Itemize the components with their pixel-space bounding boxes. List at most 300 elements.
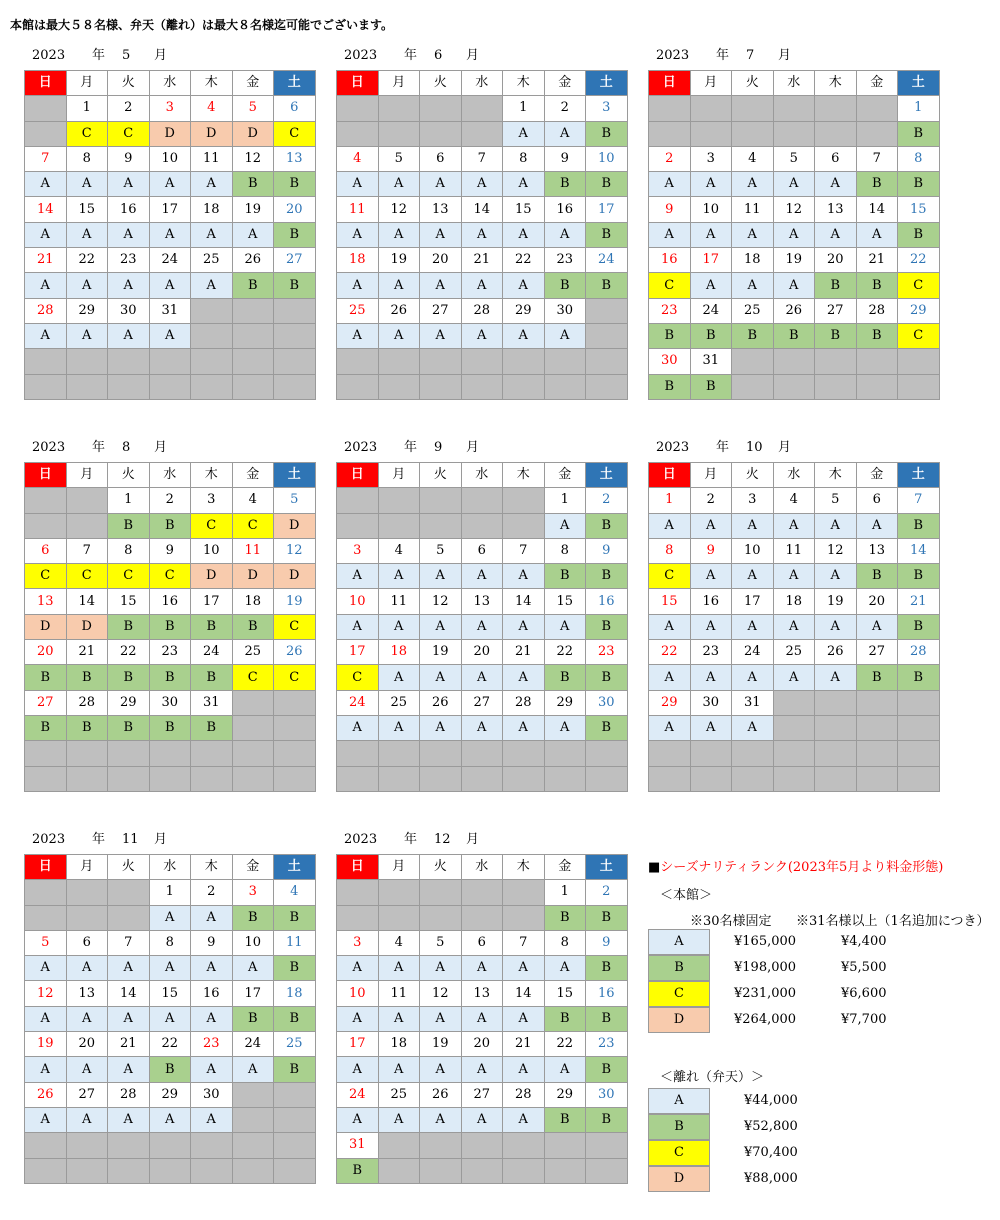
rank-cell: B	[586, 513, 628, 538]
rank-cell	[25, 374, 67, 399]
day-number-cell: 9	[544, 146, 586, 171]
rank-cell: A	[461, 323, 503, 348]
day-number-cell: 27	[461, 1082, 503, 1107]
rank-price: ¥198,000	[734, 960, 797, 975]
rank-price: ¥264,000	[734, 1012, 797, 1027]
day-number-cell: 2	[149, 488, 191, 513]
rank-cell: B	[586, 1057, 628, 1082]
day-number-cell: 25	[773, 640, 815, 665]
day-number-cell	[420, 349, 462, 374]
rank-cell: A	[378, 1006, 420, 1031]
weekday-header: 火	[108, 463, 150, 488]
rank-cell: B	[732, 323, 774, 348]
day-number-cell: 4	[337, 146, 379, 171]
rank-cell: A	[191, 956, 233, 981]
rank-cell: C	[649, 273, 691, 298]
weekday-header: 火	[420, 71, 462, 96]
weekday-header: 水	[461, 71, 503, 96]
day-number-cell	[815, 349, 857, 374]
day-number-cell	[420, 488, 462, 513]
month-title-year-label: 年	[716, 48, 730, 63]
rank-cell: B	[815, 323, 857, 348]
day-number-cell: 14	[898, 538, 940, 563]
weekday-header: 日	[337, 71, 379, 96]
day-number-cell: 25	[732, 298, 774, 323]
rank-cell: B	[66, 715, 108, 740]
month-title-month-label: 月	[466, 48, 480, 63]
month-title-month-label: 月	[466, 832, 480, 847]
weekday-header: 日	[649, 463, 691, 488]
rank-cell: A	[420, 1107, 462, 1132]
rank-cell: A	[649, 715, 691, 740]
rank-cell: A	[815, 564, 857, 589]
month-title-year-label: 年	[716, 440, 730, 455]
month-calendar-table	[24, 854, 316, 1184]
day-number-cell: 4	[378, 930, 420, 955]
weekday-header: 月	[378, 71, 420, 96]
rank-cell	[461, 374, 503, 399]
rank-cell	[690, 121, 732, 146]
rank-cell	[337, 374, 379, 399]
day-number-cell: 13	[274, 146, 316, 171]
day-number-cell: 8	[898, 146, 940, 171]
day-number-cell: 15	[544, 589, 586, 614]
rank-cell: A	[66, 956, 108, 981]
day-number-cell: 1	[149, 880, 191, 905]
rank-cell	[25, 1158, 67, 1183]
rank-cell: A	[856, 222, 898, 247]
rank-cell: A	[337, 614, 379, 639]
day-number-cell: 21	[25, 248, 67, 273]
day-number-cell: 13	[461, 981, 503, 1006]
rank-extra-price: ¥5,500	[841, 960, 887, 975]
day-number-cell: 14	[503, 981, 545, 1006]
rank-cell: A	[378, 665, 420, 690]
day-number-cell	[232, 1133, 274, 1158]
day-number-cell	[503, 880, 545, 905]
day-number-cell: 2	[544, 96, 586, 121]
rank-cell: A	[503, 614, 545, 639]
rank-cell	[108, 766, 150, 791]
rank-cell	[25, 905, 67, 930]
rank-cell	[773, 374, 815, 399]
rank-cell	[461, 513, 503, 538]
rank-cell: A	[815, 222, 857, 247]
month-title	[336, 438, 626, 458]
rank-cell: B	[25, 665, 67, 690]
day-number-cell: 19	[25, 1032, 67, 1057]
rank-cell: A	[378, 956, 420, 981]
rank-cell: A	[337, 323, 379, 348]
day-number-cell	[856, 349, 898, 374]
day-number-cell: 4	[773, 488, 815, 513]
rank-cell: C	[337, 665, 379, 690]
rank-cell: A	[690, 172, 732, 197]
hanare-label: ＜離れ（弁天）＞	[660, 1070, 765, 1085]
day-number-cell: 4	[191, 96, 233, 121]
rank-cell: A	[544, 715, 586, 740]
rank-cell: A	[773, 172, 815, 197]
rank-cell: D	[149, 121, 191, 146]
rank-cell	[649, 766, 691, 791]
month-calendar-table	[24, 462, 316, 792]
rank-cell: A	[503, 1057, 545, 1082]
day-number-cell: 26	[773, 298, 815, 323]
day-number-cell: 9	[690, 538, 732, 563]
weekday-header: 木	[191, 855, 233, 880]
weekday-header: 日	[649, 71, 691, 96]
day-number-cell: 7	[66, 538, 108, 563]
rank-cell: B	[898, 665, 940, 690]
rank-cell: B	[586, 273, 628, 298]
weekday-header: 火	[732, 463, 774, 488]
day-number-cell	[503, 1133, 545, 1158]
rank-cell: A	[503, 564, 545, 589]
day-number-cell: 12	[815, 538, 857, 563]
day-number-cell	[690, 741, 732, 766]
day-number-cell: 25	[274, 1032, 316, 1057]
rank-cell: A	[420, 614, 462, 639]
month-title-month-number: 5	[122, 48, 131, 63]
day-number-cell	[108, 741, 150, 766]
day-number-cell	[337, 96, 379, 121]
rank-cell: C	[66, 564, 108, 589]
weekday-header: 土	[274, 71, 316, 96]
rank-cell	[66, 905, 108, 930]
day-number-cell: 23	[690, 640, 732, 665]
rank-cell	[149, 1158, 191, 1183]
rank-cell	[66, 374, 108, 399]
day-number-cell: 3	[586, 96, 628, 121]
day-number-cell: 4	[378, 538, 420, 563]
rank-cell: B	[856, 564, 898, 589]
month-calendar-table	[336, 462, 628, 792]
rank-cell: A	[732, 273, 774, 298]
rank-cell	[856, 766, 898, 791]
rank-cell: A	[461, 172, 503, 197]
day-number-cell: 21	[898, 589, 940, 614]
day-number-cell: 19	[815, 589, 857, 614]
month-title-month-label: 月	[154, 832, 168, 847]
rank-cell	[378, 121, 420, 146]
day-number-cell: 23	[586, 640, 628, 665]
day-number-cell: 15	[66, 197, 108, 222]
day-number-cell: 30	[586, 1082, 628, 1107]
rank-cell	[732, 374, 774, 399]
rank-cell: B	[108, 715, 150, 740]
day-number-cell: 15	[898, 197, 940, 222]
rank-cell: A	[25, 1057, 67, 1082]
rank-cell: D	[25, 614, 67, 639]
rank-cell	[108, 1158, 150, 1183]
rank-cell: A	[337, 715, 379, 740]
rank-cell: A	[461, 1107, 503, 1132]
weekday-header: 日	[337, 463, 379, 488]
day-number-cell: 20	[420, 248, 462, 273]
rank-cell	[108, 374, 150, 399]
day-number-cell: 7	[503, 538, 545, 563]
day-number-cell: 25	[191, 248, 233, 273]
rank-cell	[586, 766, 628, 791]
month-title-year: 2023	[32, 48, 66, 63]
day-number-cell: 24	[191, 640, 233, 665]
day-number-cell: 5	[232, 96, 274, 121]
day-number-cell: 13	[815, 197, 857, 222]
day-number-cell: 10	[232, 930, 274, 955]
day-number-cell: 22	[544, 640, 586, 665]
day-number-cell: 11	[378, 981, 420, 1006]
rank-cell: A	[732, 665, 774, 690]
fixed-30-header: ※30名様固定	[690, 914, 772, 929]
rank-cell: B	[898, 564, 940, 589]
rank-cell: A	[25, 172, 67, 197]
day-number-cell	[149, 741, 191, 766]
day-number-cell: 5	[378, 146, 420, 171]
rank-cell	[337, 513, 379, 538]
rank-cell: B	[544, 1107, 586, 1132]
weekday-header: 水	[149, 71, 191, 96]
day-number-cell: 21	[503, 640, 545, 665]
month-calendar-table	[648, 462, 940, 792]
rank-price: ¥88,000	[744, 1171, 798, 1186]
day-number-cell: 17	[586, 197, 628, 222]
day-number-cell: 18	[378, 640, 420, 665]
rank-cell	[274, 715, 316, 740]
day-number-cell	[773, 741, 815, 766]
rank-cell: B	[898, 513, 940, 538]
day-number-cell: 30	[586, 690, 628, 715]
rank-cell: A	[420, 665, 462, 690]
rank-cell: A	[420, 222, 462, 247]
rank-cell	[274, 1107, 316, 1132]
hanare-rank-c	[648, 1140, 988, 1166]
rank-cell	[378, 374, 420, 399]
rank-cell: A	[503, 956, 545, 981]
rank-cell: A	[649, 513, 691, 538]
rank-price: ¥70,400	[744, 1145, 798, 1160]
rank-cell: B	[149, 715, 191, 740]
rank-cell	[378, 766, 420, 791]
month-title-month-label: 月	[154, 48, 168, 63]
rank-cell: A	[503, 715, 545, 740]
rank-cell: B	[274, 172, 316, 197]
rank-cell: A	[649, 222, 691, 247]
rank-cell	[503, 1158, 545, 1183]
day-number-cell: 16	[149, 589, 191, 614]
rank-cell: A	[461, 1057, 503, 1082]
rank-cell: A	[191, 905, 233, 930]
day-number-cell: 17	[337, 640, 379, 665]
rank-cell	[274, 1158, 316, 1183]
rank-cell	[378, 513, 420, 538]
rank-cell: A	[149, 273, 191, 298]
day-number-cell: 24	[337, 1082, 379, 1107]
weekday-header: 日	[337, 855, 379, 880]
day-number-cell: 16	[108, 197, 150, 222]
day-number-cell	[586, 298, 628, 323]
day-number-cell: 14	[856, 197, 898, 222]
rank-cell: B	[232, 905, 274, 930]
day-number-cell: 25	[337, 298, 379, 323]
day-number-cell	[898, 349, 940, 374]
rank-cell: B	[544, 172, 586, 197]
rank-cell	[503, 513, 545, 538]
day-number-cell: 17	[732, 589, 774, 614]
weekday-header: 木	[815, 463, 857, 488]
day-number-cell: 6	[420, 146, 462, 171]
day-number-cell: 23	[649, 298, 691, 323]
day-number-cell	[815, 96, 857, 121]
rank-cell: A	[544, 513, 586, 538]
day-number-cell	[461, 880, 503, 905]
weekday-header: 月	[378, 855, 420, 880]
day-number-cell: 11	[274, 930, 316, 955]
rank-cell: B	[649, 374, 691, 399]
day-number-cell: 2	[108, 96, 150, 121]
rank-cell: A	[461, 614, 503, 639]
day-number-cell: 2	[191, 880, 233, 905]
day-number-cell: 21	[108, 1032, 150, 1057]
rank-cell: A	[66, 222, 108, 247]
day-number-cell: 26	[232, 248, 274, 273]
rank-cell: A	[690, 222, 732, 247]
rank-cell	[66, 766, 108, 791]
rank-cell: C	[274, 121, 316, 146]
day-number-cell: 7	[108, 930, 150, 955]
rank-cell: C	[108, 121, 150, 146]
rank-cell: A	[815, 172, 857, 197]
rank-cell: A	[690, 273, 732, 298]
day-number-cell: 12	[232, 146, 274, 171]
day-number-cell: 10	[586, 146, 628, 171]
rank-cell: A	[461, 715, 503, 740]
day-number-cell: 10	[191, 538, 233, 563]
day-number-cell: 5	[773, 146, 815, 171]
day-number-cell: 19	[420, 1032, 462, 1057]
day-number-cell	[108, 1133, 150, 1158]
day-number-cell	[732, 741, 774, 766]
day-number-cell	[337, 880, 379, 905]
day-number-cell: 3	[191, 488, 233, 513]
rank-cell: A	[420, 273, 462, 298]
rank-cell: A	[25, 1107, 67, 1132]
weekday-header: 月	[66, 855, 108, 880]
weekday-header: 月	[690, 71, 732, 96]
rank-cell: A	[337, 1057, 379, 1082]
day-number-cell	[25, 349, 67, 374]
rank-cell: A	[544, 222, 586, 247]
weekday-header: 土	[274, 463, 316, 488]
weekday-header: 木	[503, 71, 545, 96]
rank-cell	[191, 1158, 233, 1183]
day-number-cell: 21	[66, 640, 108, 665]
rank-swatch: A	[648, 929, 710, 955]
day-number-cell: 7	[25, 146, 67, 171]
rank-cell: B	[690, 323, 732, 348]
rank-cell	[732, 766, 774, 791]
rank-cell	[773, 715, 815, 740]
month-title-year-label: 年	[404, 440, 418, 455]
day-number-cell: 1	[544, 488, 586, 513]
rank-cell: A	[649, 172, 691, 197]
rank-cell	[586, 374, 628, 399]
day-number-cell: 27	[274, 248, 316, 273]
day-number-cell	[274, 349, 316, 374]
day-number-cell: 15	[149, 981, 191, 1006]
day-number-cell	[232, 690, 274, 715]
day-number-cell: 16	[191, 981, 233, 1006]
day-number-cell	[274, 1133, 316, 1158]
rank-cell: A	[378, 715, 420, 740]
day-number-cell	[149, 349, 191, 374]
weekday-header: 木	[191, 463, 233, 488]
day-number-cell: 13	[420, 197, 462, 222]
month-title	[648, 46, 938, 66]
day-number-cell: 30	[191, 1082, 233, 1107]
weekday-header: 水	[149, 855, 191, 880]
rank-cell: B	[586, 564, 628, 589]
day-number-cell: 14	[461, 197, 503, 222]
day-number-cell	[898, 741, 940, 766]
rank-cell: A	[690, 665, 732, 690]
rank-price: ¥44,000	[744, 1093, 798, 1108]
honkan-rank-c	[648, 981, 988, 1007]
weekday-header: 金	[544, 463, 586, 488]
honkan-rank-d	[648, 1007, 988, 1033]
day-number-cell	[420, 1133, 462, 1158]
rank-cell: C	[274, 614, 316, 639]
day-number-cell	[25, 880, 67, 905]
rank-cell	[461, 1158, 503, 1183]
day-number-cell: 30	[108, 298, 150, 323]
rank-cell: B	[856, 665, 898, 690]
rank-cell: A	[461, 222, 503, 247]
rank-cell	[586, 1158, 628, 1183]
day-number-cell	[898, 690, 940, 715]
day-number-cell: 13	[856, 538, 898, 563]
month-title-month-number: 12	[434, 832, 451, 847]
day-number-cell: 18	[732, 248, 774, 273]
rank-cell: A	[149, 222, 191, 247]
rank-cell: A	[378, 614, 420, 639]
weekday-header: 水	[773, 463, 815, 488]
rank-price: ¥165,000	[734, 934, 797, 949]
rank-cell: B	[149, 614, 191, 639]
day-number-cell	[420, 880, 462, 905]
rank-cell: A	[544, 956, 586, 981]
day-number-cell: 15	[108, 589, 150, 614]
rank-cell: A	[378, 222, 420, 247]
month-title-month-number: 7	[746, 48, 755, 63]
day-number-cell	[191, 298, 233, 323]
rank-cell: A	[149, 1107, 191, 1132]
day-number-cell	[274, 741, 316, 766]
day-number-cell: 10	[337, 981, 379, 1006]
day-number-cell: 26	[420, 1082, 462, 1107]
day-number-cell: 15	[544, 981, 586, 1006]
weekday-header: 土	[898, 71, 940, 96]
rank-cell	[461, 766, 503, 791]
rank-cell: B	[232, 172, 274, 197]
hanare-rank-a	[648, 1088, 988, 1114]
rank-cell	[25, 766, 67, 791]
rank-cell	[232, 1158, 274, 1183]
day-number-cell	[274, 298, 316, 323]
day-number-cell: 24	[149, 248, 191, 273]
month-calendar-table	[336, 70, 628, 400]
rank-cell	[690, 766, 732, 791]
month-title-year: 2023	[32, 440, 66, 455]
